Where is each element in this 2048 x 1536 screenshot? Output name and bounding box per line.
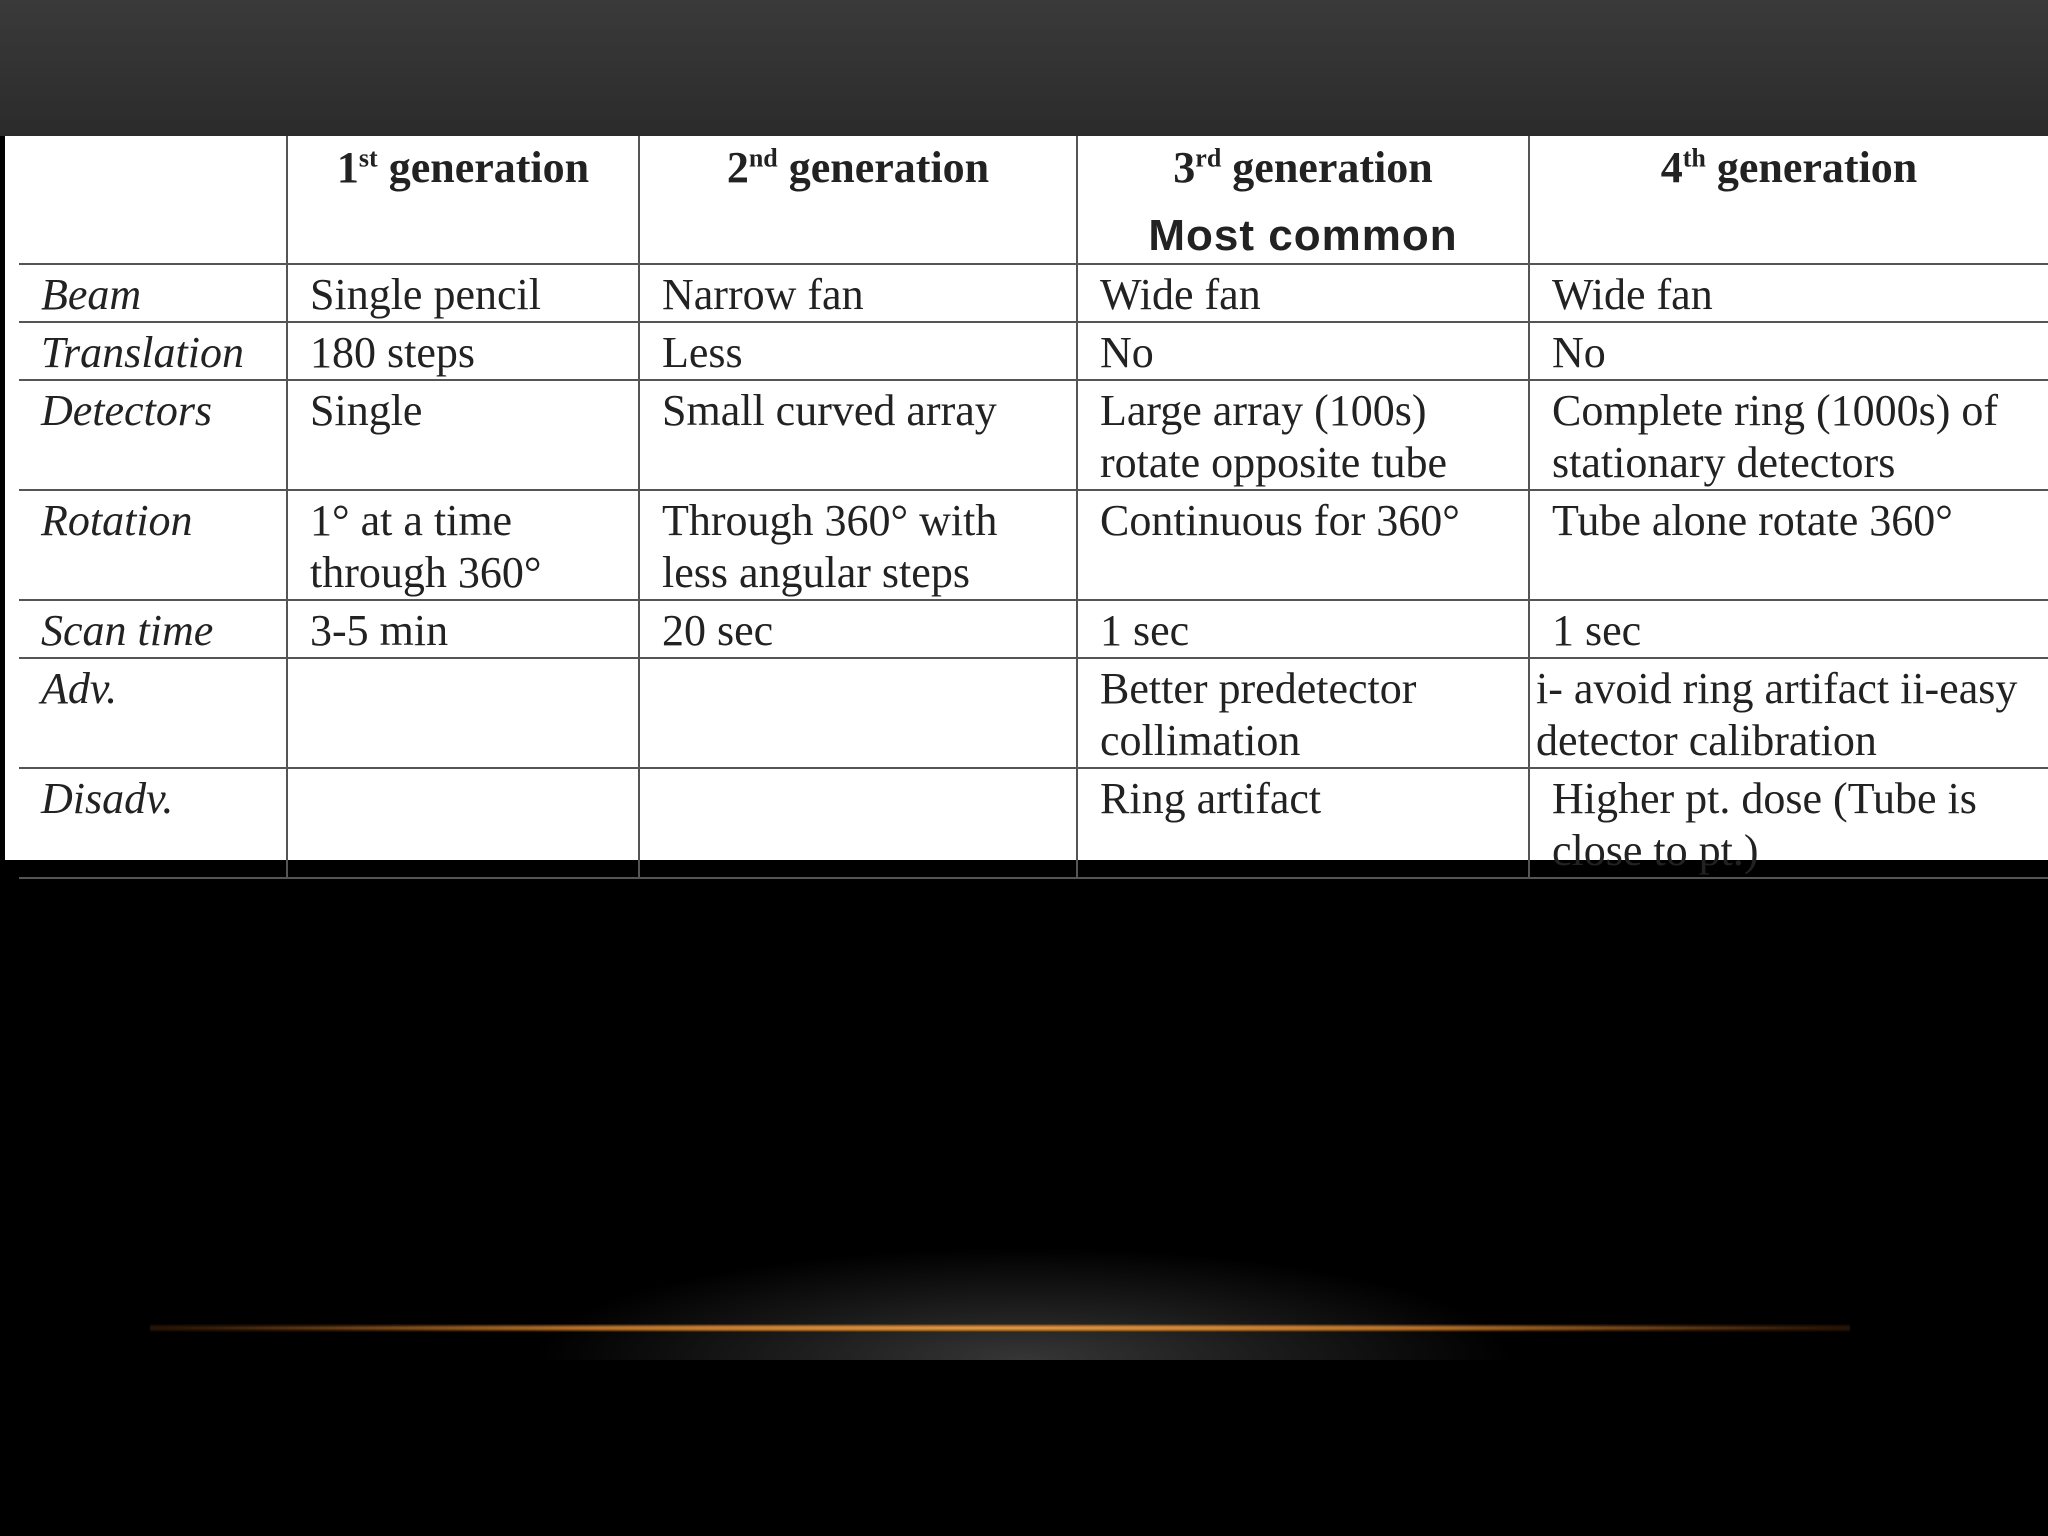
table-cell: Continuous for 360° xyxy=(1077,490,1529,600)
table-cell: 1° at a time through 360° xyxy=(287,490,639,600)
header-gen-4: 4th generation xyxy=(1529,136,2048,264)
table-cell: No xyxy=(1077,322,1529,380)
ct-generations-table-image xyxy=(5,136,2048,875)
most-common-note: Most common xyxy=(1148,211,1458,260)
table-cell xyxy=(639,768,1077,878)
row-label: Detectors xyxy=(19,380,287,490)
table-row-rotation xyxy=(19,490,2048,600)
table-cell: 1 sec xyxy=(1529,600,2048,658)
table-cell: Better predetector collimation xyxy=(1077,658,1529,768)
table-row-beam xyxy=(19,264,2048,322)
table-cell: No xyxy=(1529,322,2048,380)
table-cell: Single xyxy=(287,380,639,490)
table-cell: Narrow fan xyxy=(639,264,1077,322)
table-cell: 1 sec xyxy=(1077,600,1529,658)
table-cell xyxy=(287,768,639,878)
row-label: Disadv. xyxy=(19,768,287,878)
table-row-adv xyxy=(19,658,2048,768)
table-cell: Higher pt. dose (Tube is close to pt.) xyxy=(1529,768,2048,878)
table-cell: Large array (100s) rotate opposite tube xyxy=(1077,380,1529,490)
top-band xyxy=(0,0,2048,136)
table-row-detectors xyxy=(19,380,2048,490)
table-cell: 180 steps xyxy=(287,322,639,380)
header-gen-3: 3rd generation Most common xyxy=(1077,136,1529,264)
ct-generations-table xyxy=(19,136,2048,879)
table-cell: Complete ring (1000s) of stationary detectors xyxy=(1529,380,2048,490)
table-cell: Wide fan xyxy=(1077,264,1529,322)
table-cell: Through 360° with less angular steps xyxy=(639,490,1077,600)
header-gen-2: 2nd generation xyxy=(639,136,1077,264)
table-cell: 20 sec xyxy=(639,600,1077,658)
header-gen-1: 1st generation xyxy=(287,136,639,264)
table-cell: Small curved array xyxy=(639,380,1077,490)
corner-cell xyxy=(19,136,287,264)
row-label: Translation xyxy=(19,322,287,380)
table-cell: Wide fan xyxy=(1529,264,2048,322)
table-cell: Single pencil xyxy=(287,264,639,322)
table-cell: Tube alone rotate 360° xyxy=(1529,490,2048,600)
table-cell: 3-5 min xyxy=(287,600,639,658)
table-row-scan-time xyxy=(19,600,2048,658)
row-label: Rotation xyxy=(19,490,287,600)
row-label: Beam xyxy=(19,264,287,322)
table-cell: Less xyxy=(639,322,1077,380)
header-row xyxy=(19,136,2048,264)
stage-glow xyxy=(0,1100,2048,1360)
table-row-disadv xyxy=(19,768,2048,878)
row-label: Adv. xyxy=(19,658,287,768)
table-row-translation xyxy=(19,322,2048,380)
row-label: Scan time xyxy=(19,600,287,658)
table-cell xyxy=(639,658,1077,768)
table-cell xyxy=(287,658,639,768)
table-cell: Ring artifact xyxy=(1077,768,1529,878)
golden-accent-line xyxy=(150,1324,1850,1332)
table-cell: i- avoid ring artifact ii-easy detector calibration xyxy=(1529,658,2048,768)
